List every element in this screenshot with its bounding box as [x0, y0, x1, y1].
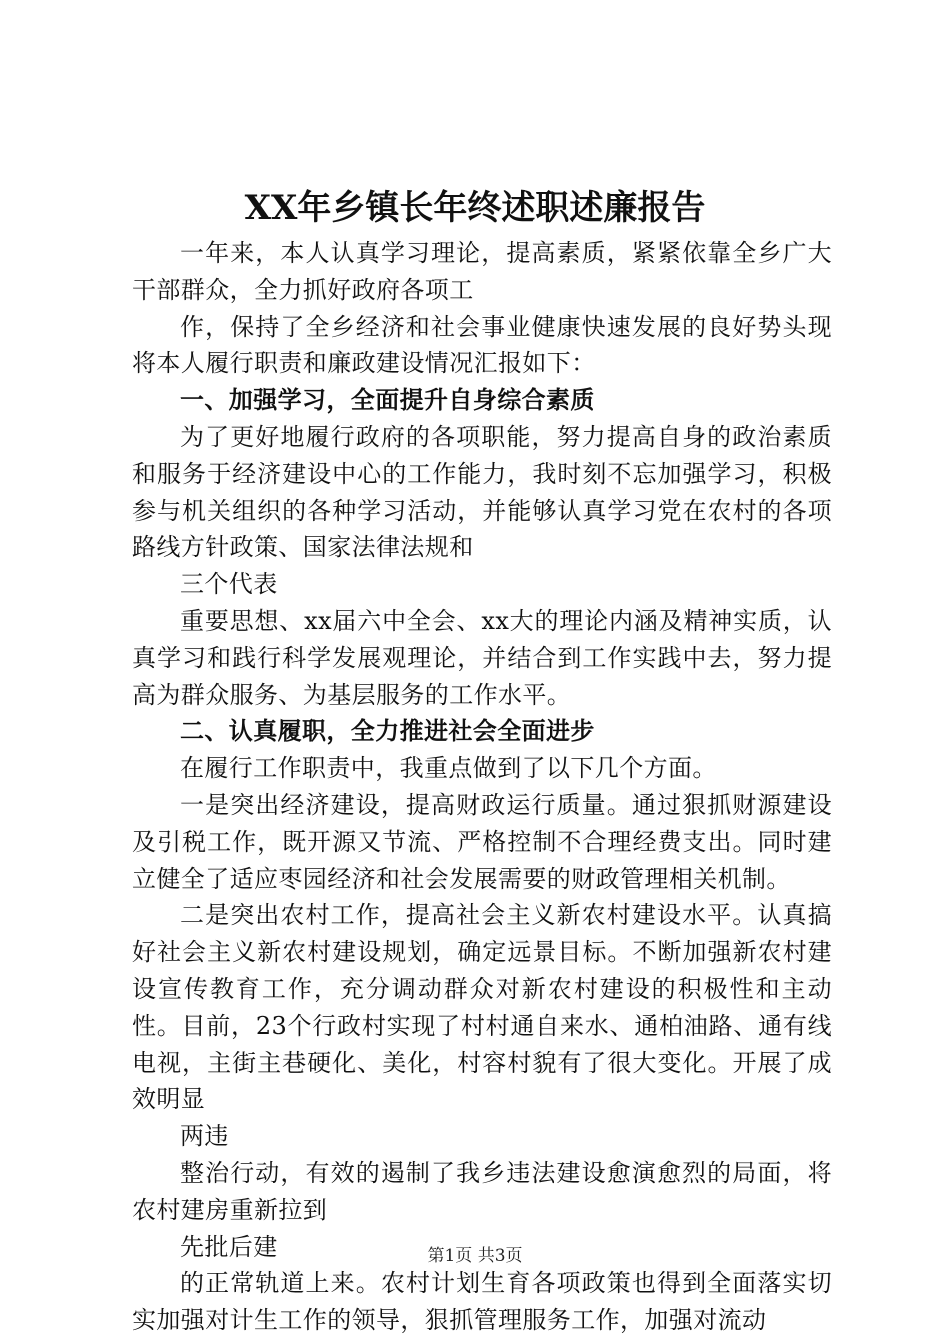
paragraph: 先批后建: [180, 1232, 278, 1261]
page-number-footer: 第1页 共3页: [427, 1246, 523, 1266]
paragraph: 一年来，本人认真学习理论，提高素质，紧紧依靠全乡广大干部群众，全力抓好政府各项工: [132, 239, 832, 304]
section-heading: 一、加强学习，全面提升自身综合素质: [180, 385, 595, 415]
document-title: XX年乡镇长年终述职述廉报告: [244, 188, 706, 228]
paragraph: 一是突出经济建设，提高财政运行质量。通过狠抓财源建设及引税工作，既开源又节流、严格控制不合理经费支出。同时建立健全了适应枣园经济和社会发展需要的财政管理相关机制。: [132, 790, 832, 893]
document-body: [132, 235, 832, 1339]
section-heading: 二、认真履职，全力推进社会全面进步: [180, 716, 595, 746]
paragraph: 的正常轨道上来。农村计划生育各项政策也得到全面落实切实加强对计生工作的领导，狠抓管理服务工作，加强对流动: [132, 1269, 832, 1335]
paragraph: 作，保持了全乡经济和社会事业健康快速发展的良好势头现将本人履行职责和廉政建设情况汇报如下：: [132, 312, 832, 378]
paragraph: 整治行动，有效的遏制了我乡违法建设愈演愈烈的局面，将农村建房重新拉到: [132, 1158, 832, 1224]
paragraph: 在履行工作职责中，我重点做到了以下几个方面。: [180, 754, 717, 783]
paragraph: 二是突出农村工作，提高社会主义新农村建设水平。认真搞好社会主义新农村建设规划，确定远景目标。不断加强新农村建设宣传教育工作，充分调动群众对新农村建设的积极性和主动性。目前，23个行政村实现了村村通自来水、通柏油路、通有线电视，主街主巷硬化、美化，村容村貌有了很大变化。开展了成效明显: [132, 901, 832, 1114]
paragraph: 三个代表: [180, 570, 278, 599]
paragraph: 为了更好地履行政府的各项职能，努力提高自身的政治素质和服务于经济建设中心的工作能力，我时刻不忘加强学习，积极参与机关组织的各种学习活动，并能够认真学习党在农村的各项路线方针政策、国家法律法规和: [132, 422, 832, 562]
paragraph: 两违: [180, 1122, 229, 1151]
paragraph: 重要思想、xx届六中全会、xx大的理论内涵及精神实质，认真学习和践行科学发展观理论，并结合到工作实践中去，努力提高为群众服务、为基层服务的工作水平。: [132, 606, 832, 709]
